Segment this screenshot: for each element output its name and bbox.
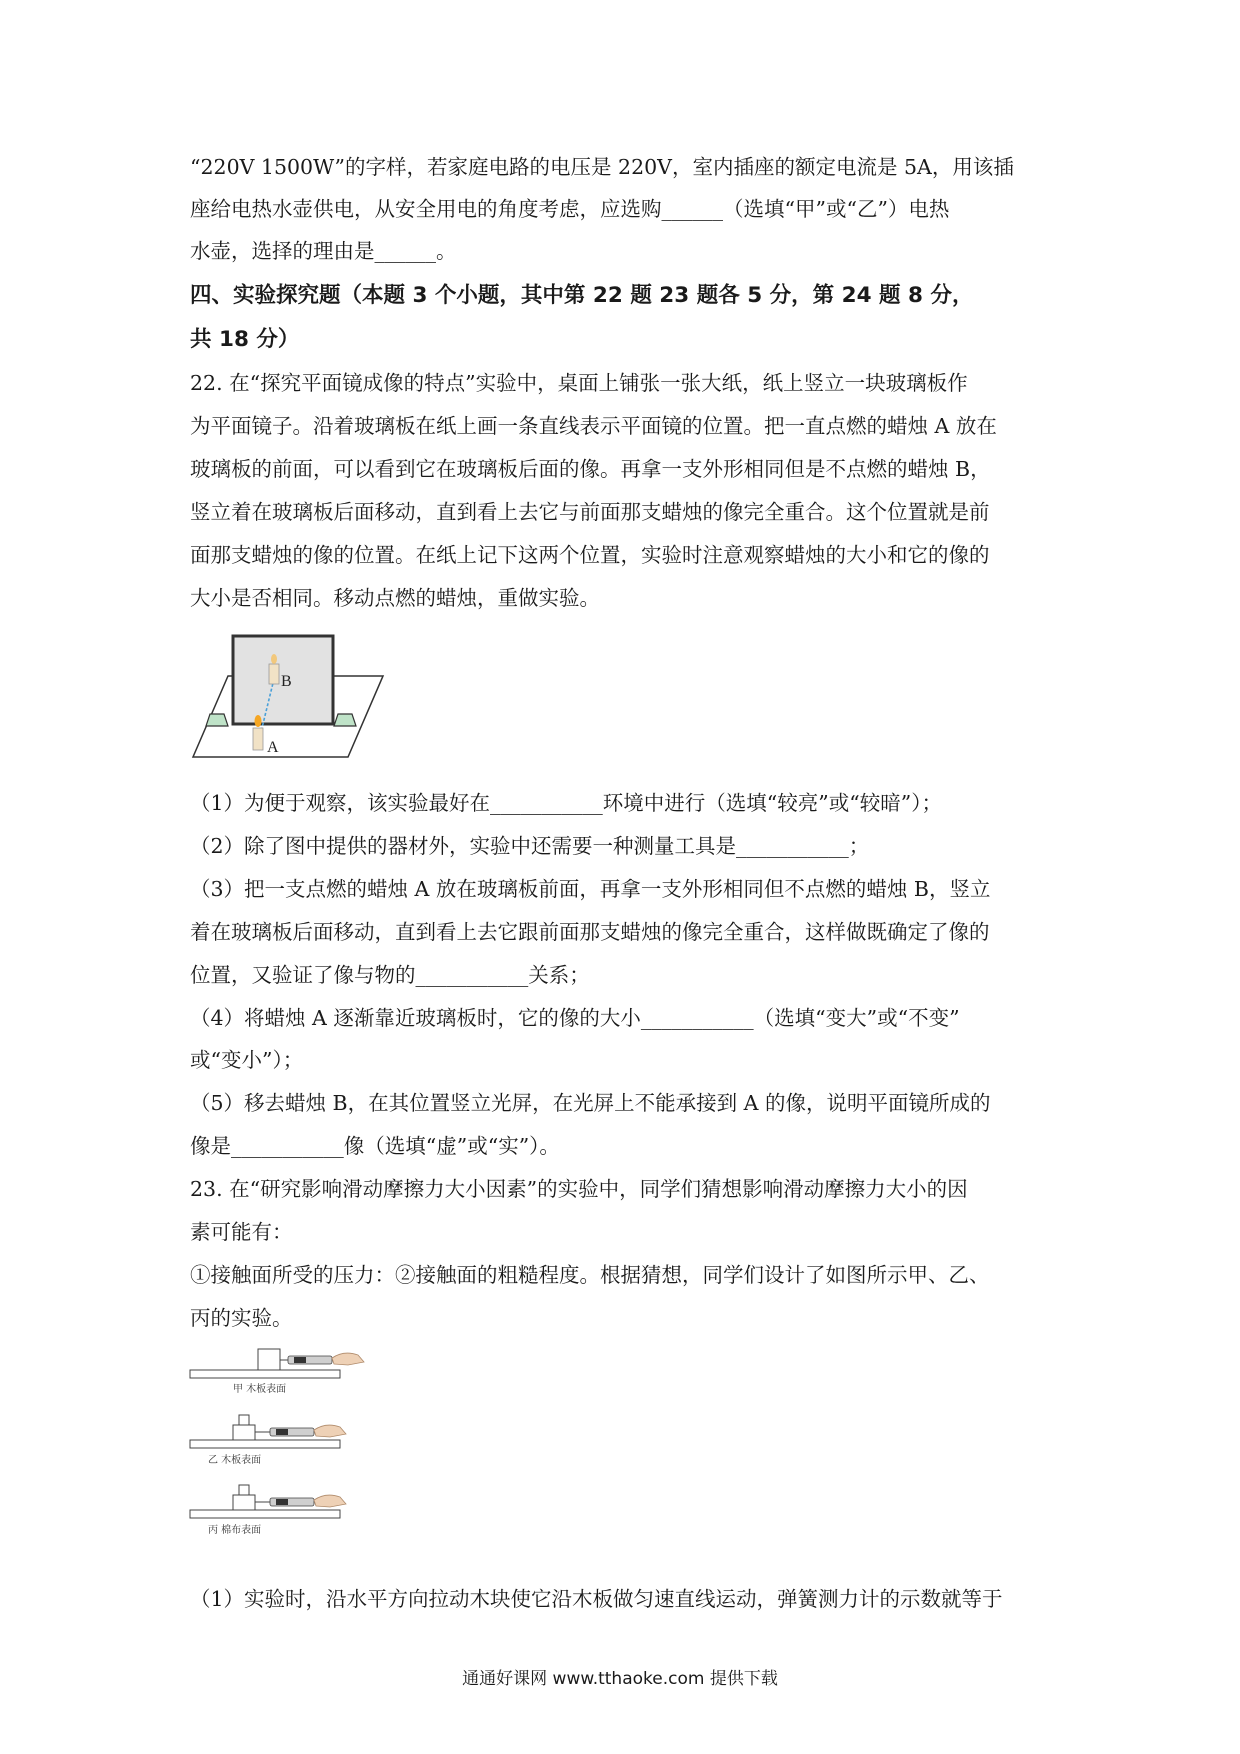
- caption-yi: 乙 木板表面: [208, 1455, 262, 1466]
- text-line: ①接触面所受的压力：②接触面的粗糙程度。根据猜想，同学们设计了如图所示甲、乙、: [190, 1263, 990, 1287]
- caption-bing: 丙 棉布表面: [208, 1525, 262, 1536]
- page-footer: 通通好课网 www.tthaoke.com 提供下载: [462, 1669, 778, 1689]
- text-line: 面那支蜡烛的像的位置。在纸上记下这两个位置，实验时注意观察蜡烛的大小和它的像的: [190, 543, 990, 567]
- text-line: 或“变小”）；: [190, 1048, 304, 1072]
- caption-jia: 甲 木板表面: [233, 1384, 287, 1395]
- section-heading: 四、实验探究题（本题 3 个小题，其中第 22 题 23 题各 5 分，第 24 题 8 分，: [190, 283, 974, 308]
- subquestion: （4）将蜡烛 A 逐渐靠近玻璃板时，它的像的大小___________（选填“变大”或“不变”: [190, 1006, 960, 1030]
- subquestion: （1）实验时，沿水平方向拉动木块使它沿木板做匀速直线运动，弹簧测力计的示数就等于: [190, 1587, 1003, 1611]
- section-heading: 共 18 分）: [190, 327, 300, 352]
- text-line: 玻璃板的前面，可以看到它在玻璃板后面的像。再拿一支外形相同但是不点燃的蜡烛 B，: [190, 457, 991, 481]
- subquestion: （2）除了图中提供的器材外，实验中还需要一种测量工具是___________；: [190, 834, 870, 858]
- text-line: 像是___________像（选填“虚”或“实”）。: [190, 1134, 560, 1158]
- subquestion: （5）移去蜡烛 B，在其位置竖立光屏，在光屏上不能承接到 A 的像，说明平面镜所成的: [190, 1091, 991, 1115]
- text-line: 为平面镜子。沿着玻璃板在纸上画一条直线表示平面镜的位置。把一直点燃的蜡烛 A 放在: [190, 414, 997, 438]
- setup-bing: [190, 1485, 346, 1536]
- label-b: B: [281, 673, 292, 690]
- question-23: 23. 在“研究影响滑动摩擦力大小因素”的实验中，同学们猜想影响滑动摩擦力大小的因: [190, 1177, 968, 1201]
- question-22: 22. 在“探究平面镜成像的特点”实验中，桌面上铺张一张大纸，纸上竖立一块玻璃板作: [190, 371, 968, 395]
- text-line: “220V 1500W”的字样，若家庭电路的电压是 220V，室内插座的额定电流是 5A，用该插: [190, 155, 1014, 179]
- text-line: 着在玻璃板后面移动，直到看上去它跟前面那支蜡烛的像完全重合，这样做既确定了像的: [190, 920, 990, 944]
- subquestion: （1）为便于观察，该实验最好在___________环境中进行（选填“较亮”或“较暗”）；: [190, 791, 942, 815]
- friction-experiment-figure: [188, 1340, 398, 1555]
- setup-yi: [190, 1415, 346, 1466]
- subquestion: （3）把一支点燃的蜡烛 A 放在玻璃板前面，再拿一支外形相同但不点燃的蜡烛 B，竖立: [190, 877, 991, 901]
- text-line: 水壶，选择的理由是______。: [190, 239, 457, 263]
- text-line: 竖立着在玻璃板后面移动，直到看上去它与前面那支蜡烛的像完全重合。这个位置就是前: [190, 500, 990, 524]
- label-a: A: [267, 739, 279, 756]
- text-line: 丙的实验。: [190, 1306, 293, 1330]
- text-line: 大小是否相同。移动点燃的蜡烛，重做实验。: [190, 586, 600, 610]
- mirror-experiment-figure: [188, 624, 388, 764]
- text-line: 座给电热水壶供电，从安全用电的角度考虑，应选购______（选填“甲”或“乙”）电热: [190, 197, 950, 221]
- setup-jia: [190, 1349, 364, 1395]
- text-line: 位置，又验证了像与物的___________关系；: [190, 963, 590, 987]
- text-line: 素可能有：: [190, 1220, 293, 1244]
